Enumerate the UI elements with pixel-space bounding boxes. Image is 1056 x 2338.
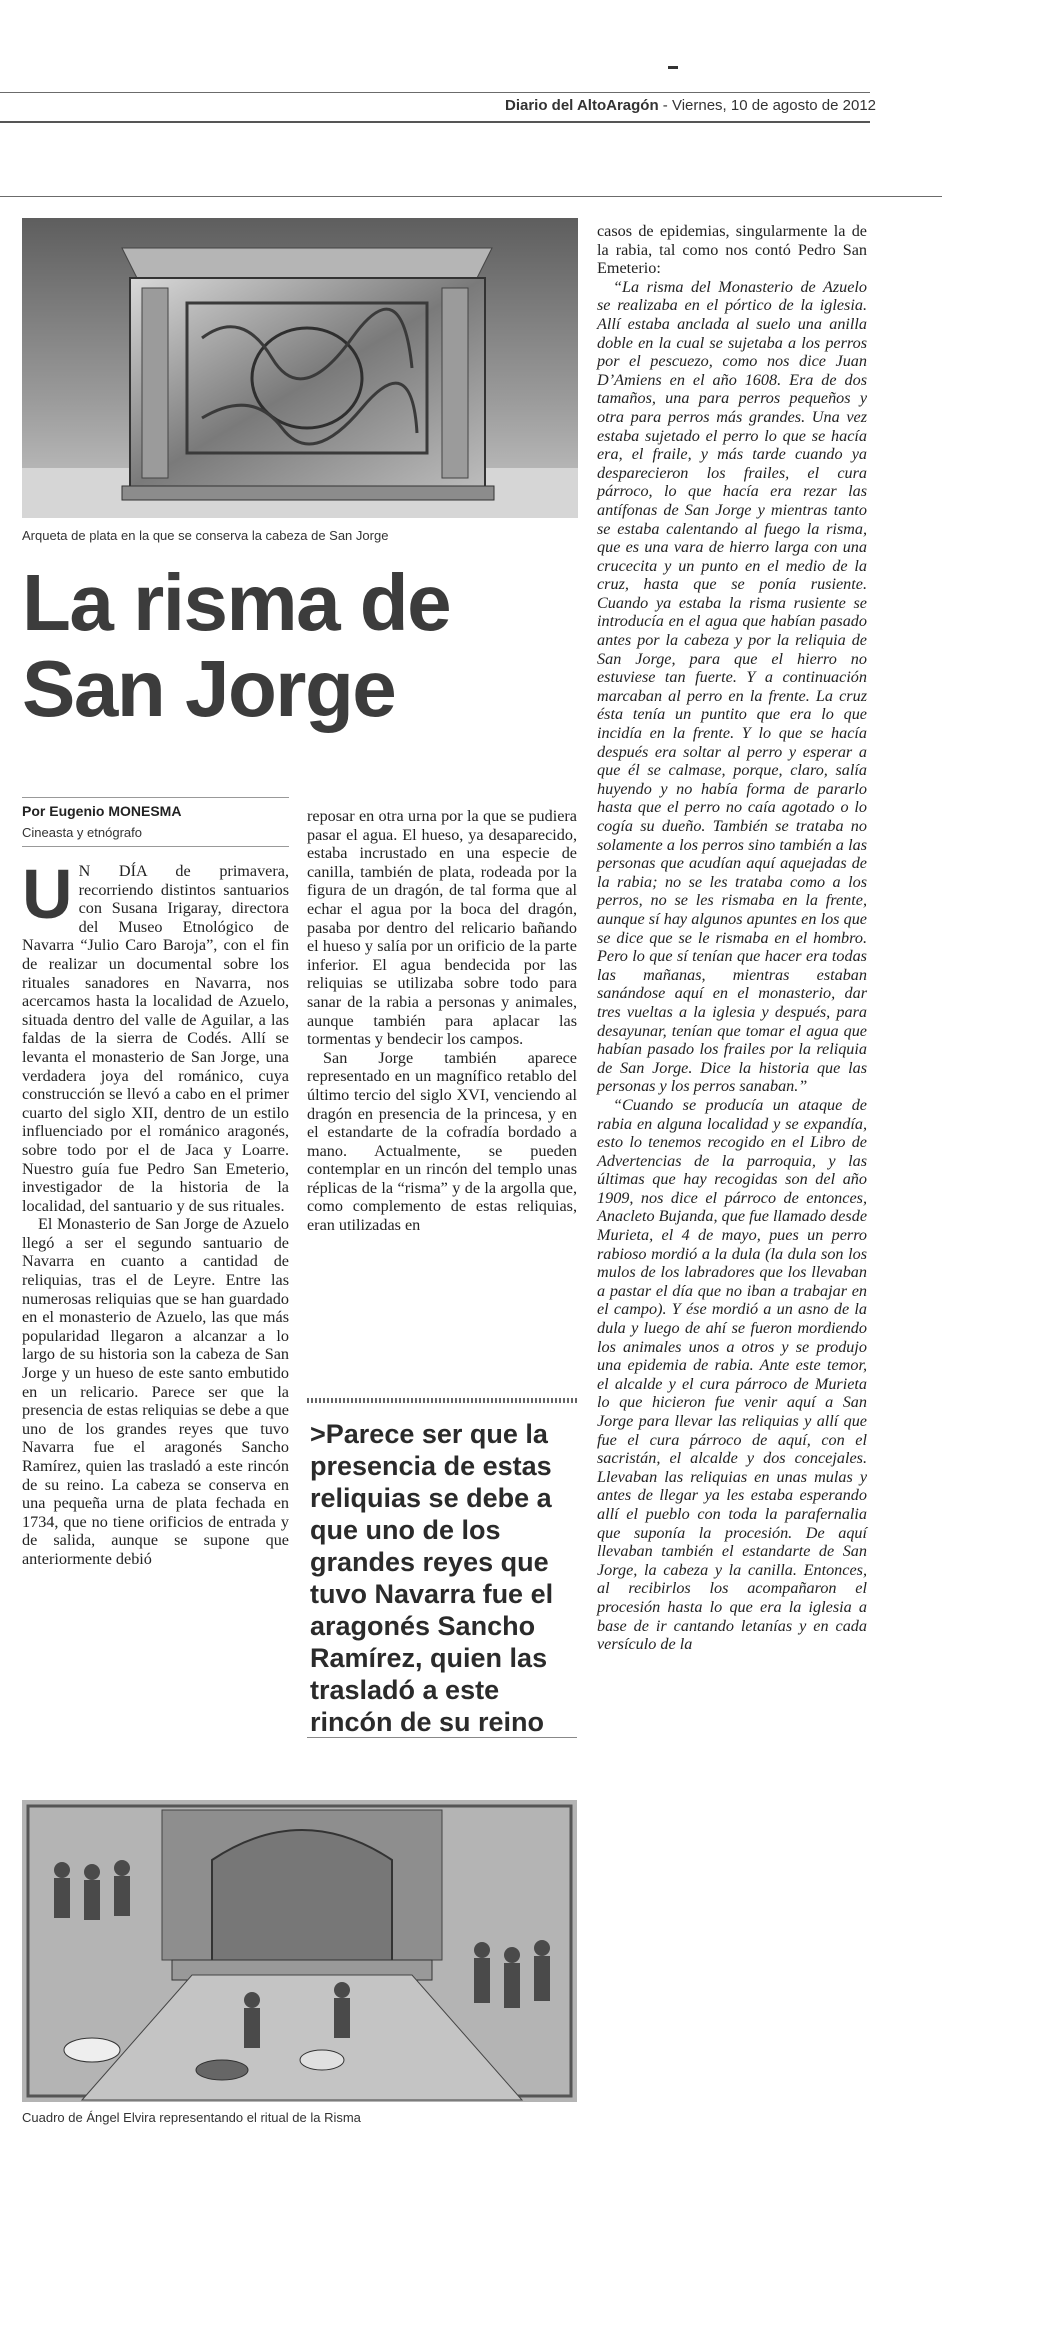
author-byline: Por Eugenio MONESMA [22, 803, 182, 819]
headline-line-1: La risma de [22, 558, 451, 647]
byline-rule-bottom [22, 846, 289, 847]
paragraph-3: reposar en otra urna por la que se pudiera pasar el agua. El hueso, ya desaparecido, estaba incrustado en una especie de canilla, también de plata, rodeada por la figura de un dragón, de tal forma que al echar el agua por la boca del dragón, pasaba por dentro del relicario bañando el hueso y salía por un orificio de la parte inferior. El agua bendecida por las reliquias se utilizaba sobre todo para sanar de la rabia a personas y animales, aunque también para aplacar las tormentas y bendecir los campos. [307, 807, 577, 1049]
section-rule [0, 196, 942, 197]
pull-quote: >Parece ser que la presencia de estas reliquias se debe a que uno de los grandes reyes que tuvo Navarra fue el aragonés Sancho Ramírez, quien las trasladó a este rincón de su reino [310, 1419, 554, 1737]
newspaper-name: Diario del AltoAragón [505, 97, 659, 114]
paragraph-7: “Cuando se producía un ataque de rabia en alguna localidad y se expandía, esto lo tenemos recogido en el Libro de Advertencias de la parroquia, y las últimas que hay recogidas son del año 1909, nos dice el párroco de entonces, Anacleto Bujanda, que fue llamado desde Murieta, el 4 de mayo, pues un perro rabioso mordió a la dula (la dula son los mulos de los labradores que los llevaban a pastar el día que no iban a trabajar en el campo). Y ése mordió a un asno de la dula y luego de ahí se fueron mordiendo los animales unos a otros y se produjo una epidemia de rabia. Ante este temor, el alcalde y el cura párroco de Murieta lo que hicieron fue venir aquí a San Jorge para llevar las reliquias y allí que fue el cura párroco de aquí, con el sacristán, el alcalde y dos concejales. Llevaban las reliquias en unas mulas y antes de llegar ya les estaba esperando allí el pueblo con toda la parafernalia que suponía la procesión. De aquí llevaban también el estandarte de San Jorge, la cabeza y la canilla. Entonces, al recibirlos los acompañaron el procesión hasta lo que era la iglesia a base de ir cantando letanías y en cada versículo de la [597, 1095, 867, 1654]
masthead-rule [0, 121, 870, 123]
pullquote-rule-bottom [307, 1737, 577, 1738]
article-column-2 [307, 807, 577, 1235]
photo-risma-painting [22, 1800, 577, 2102]
article-column-3 [597, 222, 867, 1654]
top-rule [0, 92, 870, 93]
paragraph-5: casos de epidemias, singularmente la de la rabia, tal como nos contó Pedro San Emeterio: [597, 222, 867, 278]
photo2-caption: Cuadro de Ángel Elvira representando el ritual de la Risma [22, 2110, 361, 2125]
paragraph-4: San Jorge también aparece representado en un magnífico retablo del último tercio del siglo XVI, venciendo al dragón en presencia de la princesa, y en el estandarte de la cofradía bordado a mano. Actualmente, se pueden contemplar en un rincón del templo unas réplicas de la “risma” y de la argolla que, como complemento de estas reliquias, eran utilizadas en [307, 1048, 577, 1235]
paragraph-2: El Monasterio de San Jorge de Azuelo llegó a ser el segundo santuario de Navarra en cuanto a cantidad de reliquias, tras el de Leyre. Entre las numerosas reliquias que se han guardado en el monasterio de Azuelo, las que más popularidad llegaron a alcanzar a lo largo de su historia son la cabeza de San Jorge y un hueso de este santo embutido en un relicario. Parece ser que la presencia de estas reliquias se debe a que uno de los grandes reyes que tuvo Navarra fue el aragonés Sancho Ramírez, quien las trasladó a este rincón de su reino. La cabeza se conserva en una pequeña urna de plata fechada en 1734, que no tiene orificios de entrada y de salida, aunque se supone que anteriormente debió [22, 1215, 289, 1568]
paragraph-6: “La risma del Monasterio de Azuelo se realizaba en el pórtico de la iglesia. Allí estaba anclada al suelo una anilla doble en la cual se sujetaba a los perros por el pescuezo, como nos dice Juan D’Amiens en el año 1608. Era de dos tamaños, una para perros pequeños y otra para perros más grandes. Una vez estaba sujetado el perro lo que se hacía era, el fraile, y más tarde cuando ya desparecieron los frailes, el cura párroco, lo que hacía era rezar las antífonas de San Jorge y mientras tanto se estaba calentando al fuego la risma, que es una vara de hierro larga con una crucecita y un punto en el medio de la cruz, hasta que se ponía rusiente. Cuando ya estaba la risma rusiente se introducía en el agua que habían pasado antes por la cabeza y por la reliquia de San Jorge, para que el hierro no estuviese tan fuerte. Y a continuación marcaban al perro en la frente. La cruz ésta tenía un puntito que era lo que incidía en la frente. Y lo que se hacía después era soltar al perro y esperar a que él se calmase, porque, claro, salía huyendo y no había forma de pararlo hasta que el perro no caía agotado o lo cogía su dueño. También se trataba no solamente a los perros sino también a las personas que acudían aquí aquejadas de la rabia; no se les trataba como a los perros, no se les rismaba en la frente, aunque sí hay algunos apuntes en los que se dice que se le rismaba en el hombro. Pero lo que sí tenían que hacer era todas las mañanas, mientras estaban sanándose aquí en el monasterio, dar tres vueltas a la iglesia y después, para desayunar, tenían que tomar el agua que habían pasado los frailes por la reliquia de San Jorge. Dice la historia que las personas y los perros sanaban.” [597, 277, 867, 1096]
byline-rule [22, 797, 289, 798]
masthead [505, 97, 877, 114]
article-column-1 [22, 855, 289, 1569]
photo1-caption: Arqueta de plata en la que se conserva la cabeza de San Jorge [22, 528, 389, 543]
issue-date: - Viernes, 10 de agosto de 2012 [658, 97, 877, 114]
scan-mark [668, 66, 678, 69]
headline-line-2: San Jorge [22, 644, 396, 733]
paragraph-1 [22, 855, 289, 1215]
risma-painting-image [22, 1800, 577, 2102]
silver-casket-image [22, 218, 578, 518]
article-headline [22, 560, 492, 732]
drop-cap: U [22, 855, 73, 933]
paragraph-1-text: N DÍA de primavera, recorriendo distintos santuarios con Susana Irigaray, directora del Museo Etnológico de Navarra “Julio Caro Baroja”, con el fin de realizar un documental sobre los rituales sanadores en Navarra, nos acercamos hasta la localidad de Azuelo, situada dentro del valle de Aguilar, a las faldas de la sierra de Codés. Allí se levanta el monasterio de San Jorge, una verdadera joya del románico, cuya construcción se llevó a cabo en el primer cuarto del siglo XII, dentro de un estilo influenciado por el románico aragonés, sobre todo por el de Jaca y Loarre. Nuestro guía fue Pedro San Emeterio, investigador de la historia de la localidad, del santuario y de sus rituales. [22, 862, 289, 1215]
author-role: Cineasta y etnógrafo [22, 825, 142, 840]
photo-silver-casket [22, 218, 578, 518]
pullquote-rule [307, 1398, 577, 1403]
